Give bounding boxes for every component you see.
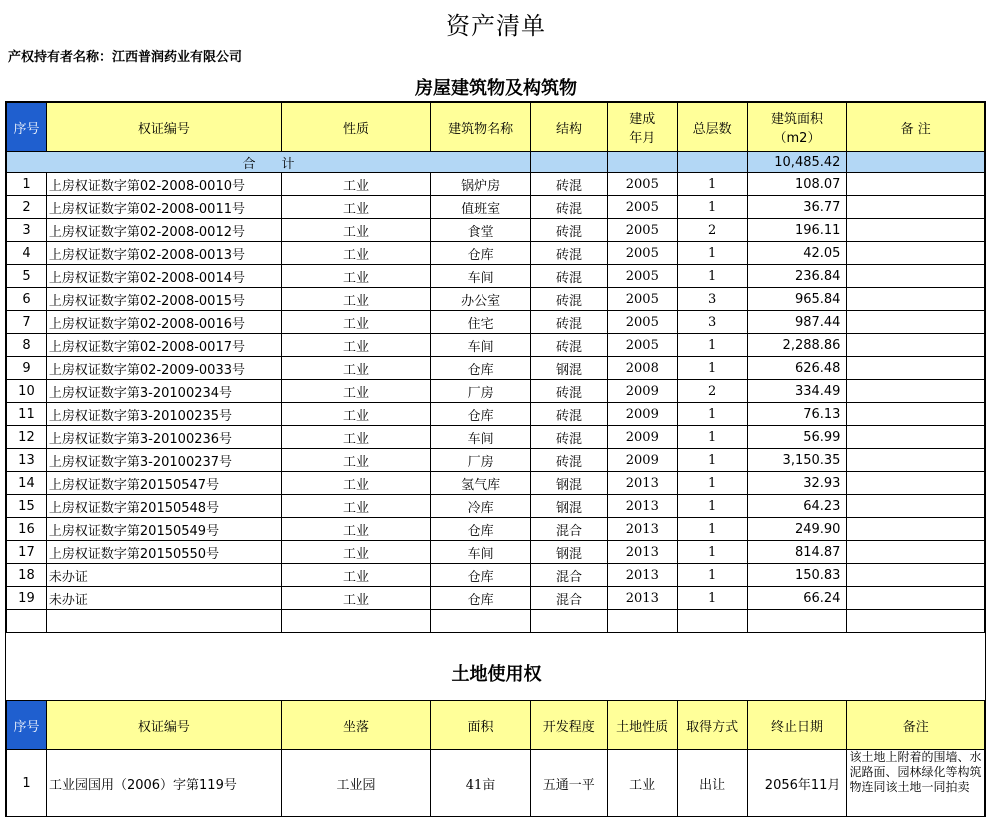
table-cell: 工业 — [281, 196, 431, 219]
table-cell: 工业 — [281, 380, 431, 403]
empty-row — [7, 610, 985, 633]
header-cell: 面积 — [431, 701, 531, 750]
table-row — [7, 311, 985, 334]
table-cell: 1 — [677, 541, 747, 564]
table-row — [7, 750, 985, 817]
table-cell: 66.24 — [747, 587, 847, 610]
table-cell: 2013 — [607, 541, 677, 564]
table-cell: 2009 — [607, 380, 677, 403]
table-cell: 工业 — [281, 357, 431, 380]
remark-cell: 该土地上附着的围墙、水泥路面、园林绿化等构筑物连同该土地一同拍卖 — [847, 750, 985, 817]
header-cell: 权证编号 — [46, 103, 281, 152]
header-cell: 权证编号 — [46, 701, 281, 750]
table-cell: 17 — [7, 541, 47, 564]
table-cell: 15 — [7, 495, 47, 518]
table-cell: 4 — [7, 242, 47, 265]
table-cell: 1 — [677, 265, 747, 288]
table-cell: 19 — [7, 587, 47, 610]
table-cell: 车间 — [431, 426, 531, 449]
table-row — [7, 495, 985, 518]
table-cell: 11 — [7, 403, 47, 426]
table-cell: 冷库 — [431, 495, 531, 518]
header-cell: 总层数 — [677, 103, 747, 152]
table-cell: 仓库 — [431, 564, 531, 587]
table-cell: 砖混 — [531, 380, 608, 403]
table-cell: 上房权证数字第02-2008-0017号 — [46, 334, 281, 357]
table-cell: 钢混 — [531, 472, 608, 495]
table-cell: 1 — [677, 426, 747, 449]
table-cell: 工业园国用（2006）字第119号 — [46, 750, 281, 817]
table-row — [7, 449, 985, 472]
header-cell: 取得方式 — [677, 701, 747, 750]
table-cell: 工业 — [281, 472, 431, 495]
table-cell: 108.07 — [747, 173, 847, 196]
table-cell: 砖混 — [531, 449, 608, 472]
page-title: 资产清单 — [446, 12, 546, 40]
table-cell: 工业 — [607, 750, 677, 817]
table-cell: 上房权证数字第3-20100234号 — [46, 380, 281, 403]
table-cell: 工业 — [281, 242, 431, 265]
table-cell: 工业 — [281, 541, 431, 564]
table-cell: 1 — [677, 518, 747, 541]
table-cell: 64.23 — [747, 495, 847, 518]
table-cell — [847, 587, 985, 610]
table-row — [7, 219, 985, 242]
table-cell — [847, 219, 985, 242]
table-cell — [677, 610, 747, 633]
table-cell: 3 — [677, 311, 747, 334]
table-cell: 16 — [7, 518, 47, 541]
table-cell — [847, 265, 985, 288]
table-cell — [847, 564, 985, 587]
table-cell: 工业 — [281, 334, 431, 357]
header-cell: 建筑面积（m2） — [747, 103, 847, 152]
table-cell: 1 — [677, 196, 747, 219]
table-cell: 砖混 — [531, 426, 608, 449]
table-cell: 626.48 — [747, 357, 847, 380]
table-cell: 1 — [677, 173, 747, 196]
header-cell: 终止日期 — [747, 701, 847, 750]
table-cell: 2013 — [607, 495, 677, 518]
table-cell: 249.90 — [747, 518, 847, 541]
table-cell: 工业 — [281, 449, 431, 472]
table-cell: 9 — [7, 357, 47, 380]
table-cell: 工业 — [281, 265, 431, 288]
table-cell: 工业 — [281, 311, 431, 334]
table-cell — [847, 426, 985, 449]
table-cell: 1 — [7, 750, 47, 817]
table-cell: 2 — [677, 380, 747, 403]
table-cell: 2009 — [607, 403, 677, 426]
header-cell: 建成年月 — [607, 103, 677, 152]
table-cell: 1 — [677, 403, 747, 426]
table-cell: 2005 — [607, 334, 677, 357]
table-cell: 2013 — [607, 587, 677, 610]
table-cell: 2,288.86 — [747, 334, 847, 357]
table-cell: 2013 — [607, 472, 677, 495]
table-cell: 砖混 — [531, 196, 608, 219]
table-cell: 上房权证数字第02-2008-0014号 — [46, 265, 281, 288]
table-cell: 3 — [7, 219, 47, 242]
header-cell: 坐落 — [281, 701, 430, 750]
table-cell: 砖混 — [531, 311, 608, 334]
table-cell: 1 — [677, 242, 747, 265]
table-cell: 上房权证数字第02-2008-0011号 — [46, 196, 281, 219]
land-header-row — [7, 701, 985, 750]
table-cell: 出让 — [677, 750, 747, 817]
table-cell: 工业 — [281, 564, 431, 587]
header-cell: 建筑物名称 — [431, 103, 531, 152]
table-cell: 工业 — [281, 173, 431, 196]
table-cell: 上房权证数字第3-20100236号 — [46, 426, 281, 449]
table-cell: 上房权证数字第02-2008-0012号 — [46, 219, 281, 242]
table-row — [7, 541, 985, 564]
table-cell: 1 — [677, 334, 747, 357]
table-cell: 18 — [7, 564, 47, 587]
table-cell: 1 — [677, 472, 747, 495]
table-cell: 2008 — [607, 357, 677, 380]
table-cell: 150.83 — [747, 564, 847, 587]
table-cell: 236.84 — [747, 265, 847, 288]
header-cell: 结构 — [531, 103, 608, 152]
table-cell: 上房权证数字第02-2008-0015号 — [46, 288, 281, 311]
buildings-header-row — [7, 103, 985, 152]
table-cell: 车间 — [431, 265, 531, 288]
table-cell: 上房权证数字第02-2008-0016号 — [46, 311, 281, 334]
table-cell: 2056年11月 — [747, 750, 847, 817]
header-cell: 性质 — [281, 103, 431, 152]
table-cell: 987.44 — [747, 311, 847, 334]
table-cell: 7 — [7, 311, 47, 334]
table-cell: 41亩 — [431, 750, 531, 817]
table-row — [7, 587, 985, 610]
table-row — [7, 173, 985, 196]
table-cell: 8 — [7, 334, 47, 357]
table-cell: 砖混 — [531, 288, 608, 311]
table-cell: 2005 — [607, 196, 677, 219]
table-cell — [46, 610, 281, 633]
table-cell: 工业 — [281, 587, 431, 610]
table-row — [7, 380, 985, 403]
table-cell: 1 — [677, 495, 747, 518]
table-cell: 12 — [7, 426, 47, 449]
header-cell: 序号 — [7, 103, 47, 152]
table-cell: 965.84 — [747, 288, 847, 311]
table-cell: 砖混 — [531, 334, 608, 357]
table-cell: 2005 — [607, 311, 677, 334]
table-cell: 196.11 — [747, 219, 847, 242]
total-area: 10,485.42 — [747, 152, 847, 173]
table-cell: 334.49 — [747, 380, 847, 403]
table-cell: 仓库 — [431, 403, 531, 426]
table-row — [7, 242, 985, 265]
table-cell: 32.93 — [747, 472, 847, 495]
table-row — [7, 403, 985, 426]
table-cell: 砖混 — [531, 265, 608, 288]
table-cell: 未办证 — [46, 564, 281, 587]
table-row — [7, 472, 985, 495]
table-cell: 1 — [677, 357, 747, 380]
table-cell — [847, 196, 985, 219]
table-cell — [431, 610, 531, 633]
table-cell: 住宅 — [431, 311, 531, 334]
table-cell — [847, 311, 985, 334]
table-cell: 办公室 — [431, 288, 531, 311]
table-cell: 13 — [7, 449, 47, 472]
table-cell — [847, 288, 985, 311]
table-cell: 2005 — [607, 173, 677, 196]
table-cell — [531, 610, 608, 633]
table-cell — [847, 173, 985, 196]
table-cell: 混合 — [531, 564, 608, 587]
table-cell — [7, 610, 47, 633]
table-cell: 上房权证数字第02-2009-0033号 — [46, 357, 281, 380]
table-cell — [847, 472, 985, 495]
table-cell: 10 — [7, 380, 47, 403]
table-cell: 3 — [677, 288, 747, 311]
table-cell: 2005 — [607, 288, 677, 311]
table-cell: 1 — [677, 587, 747, 610]
table-cell: 车间 — [431, 334, 531, 357]
table-cell — [607, 610, 677, 633]
table-row — [7, 357, 985, 380]
table-cell: 厂房 — [431, 449, 531, 472]
table-cell: 814.87 — [747, 541, 847, 564]
table-cell: 2 — [677, 219, 747, 242]
table-cell: 砖混 — [531, 173, 608, 196]
header-cell: 序号 — [7, 701, 47, 750]
table-cell: 钢混 — [531, 495, 608, 518]
header-cell: 备 注 — [847, 103, 985, 152]
table-cell: 厂房 — [431, 380, 531, 403]
table-row — [7, 196, 985, 219]
table-cell — [847, 403, 985, 426]
table-cell: 工业园 — [281, 750, 430, 817]
table-cell: 钢混 — [531, 357, 608, 380]
table-cell: 76.13 — [747, 403, 847, 426]
table-cell: 工业 — [281, 495, 431, 518]
table-cell: 砖混 — [531, 219, 608, 242]
table-cell: 锅炉房 — [431, 173, 531, 196]
table-cell: 未办证 — [46, 587, 281, 610]
table-cell: 上房权证数字第3-20100235号 — [46, 403, 281, 426]
total-cell — [607, 152, 677, 173]
table-row — [7, 265, 985, 288]
table-cell: 上房权证数字第02-2008-0013号 — [46, 242, 281, 265]
table-cell: 工业 — [281, 403, 431, 426]
table-cell: 五通一平 — [530, 750, 607, 817]
table-cell: 1 — [7, 173, 47, 196]
table-cell: 2 — [7, 196, 47, 219]
table-row — [7, 518, 985, 541]
header-cell: 开发程度 — [530, 701, 607, 750]
table-cell: 砖混 — [531, 242, 608, 265]
total-label: 合 计 — [7, 152, 531, 173]
table-cell: 56.99 — [747, 426, 847, 449]
table-cell — [847, 495, 985, 518]
table-cell: 食堂 — [431, 219, 531, 242]
table-cell: 混合 — [531, 587, 608, 610]
header-cell: 土地性质 — [607, 701, 677, 750]
table-cell: 砖混 — [531, 403, 608, 426]
table-cell: 氢气库 — [431, 472, 531, 495]
table-cell — [847, 610, 985, 633]
owner-name: 产权持有者名称：江西普润药业有限公司 — [8, 50, 243, 65]
table-row — [7, 564, 985, 587]
total-row — [7, 152, 985, 173]
table-cell: 上房权证数字第02-2008-0010号 — [46, 173, 281, 196]
table-cell — [281, 610, 431, 633]
total-cell — [847, 152, 985, 173]
table-cell: 1 — [677, 564, 747, 587]
table-cell: 14 — [7, 472, 47, 495]
total-cell — [677, 152, 747, 173]
table-cell: 2013 — [607, 518, 677, 541]
table-cell: 混合 — [531, 518, 608, 541]
table-cell: 6 — [7, 288, 47, 311]
table-cell: 2005 — [607, 242, 677, 265]
table-cell — [747, 610, 847, 633]
table-cell: 上房权证数字第20150549号 — [46, 518, 281, 541]
table-cell: 2005 — [607, 219, 677, 242]
table-cell: 值班室 — [431, 196, 531, 219]
table-cell — [847, 518, 985, 541]
land-section-title: 土地使用权 — [451, 664, 542, 685]
table-cell: 工业 — [281, 219, 431, 242]
table-cell: 仓库 — [431, 587, 531, 610]
table-cell: 工业 — [281, 288, 431, 311]
total-cell — [531, 152, 608, 173]
table-cell: 2005 — [607, 265, 677, 288]
table-cell — [847, 242, 985, 265]
table-cell: 车间 — [431, 541, 531, 564]
table-cell: 1 — [677, 449, 747, 472]
table-row — [7, 288, 985, 311]
table-cell — [847, 541, 985, 564]
table-row — [7, 426, 985, 449]
asset-grid — [5, 101, 986, 817]
table-cell: 工业 — [281, 518, 431, 541]
table-cell: 仓库 — [431, 242, 531, 265]
table-row — [7, 334, 985, 357]
table-cell: 仓库 — [431, 518, 531, 541]
table-cell — [847, 449, 985, 472]
table-cell: 上房权证数字第20150547号 — [46, 472, 281, 495]
table-cell: 上房权证数字第3-20100237号 — [46, 449, 281, 472]
table-cell: 3,150.35 — [747, 449, 847, 472]
table-cell: 工业 — [281, 426, 431, 449]
table-cell — [847, 334, 985, 357]
table-cell: 仓库 — [431, 357, 531, 380]
header-cell: 备注 — [847, 701, 985, 750]
table-cell: 上房权证数字第20150550号 — [46, 541, 281, 564]
buildings-section-title: 房屋建筑物及构筑物 — [415, 78, 577, 99]
land-table — [6, 700, 985, 817]
table-cell: 2013 — [607, 564, 677, 587]
table-cell: 上房权证数字第20150548号 — [46, 495, 281, 518]
table-cell: 42.05 — [747, 242, 847, 265]
table-cell — [847, 380, 985, 403]
table-cell — [847, 357, 985, 380]
table-cell: 钢混 — [531, 541, 608, 564]
table-cell: 2009 — [607, 426, 677, 449]
buildings-table — [6, 102, 985, 633]
table-cell: 36.77 — [747, 196, 847, 219]
table-cell: 5 — [7, 265, 47, 288]
table-cell: 2009 — [607, 449, 677, 472]
